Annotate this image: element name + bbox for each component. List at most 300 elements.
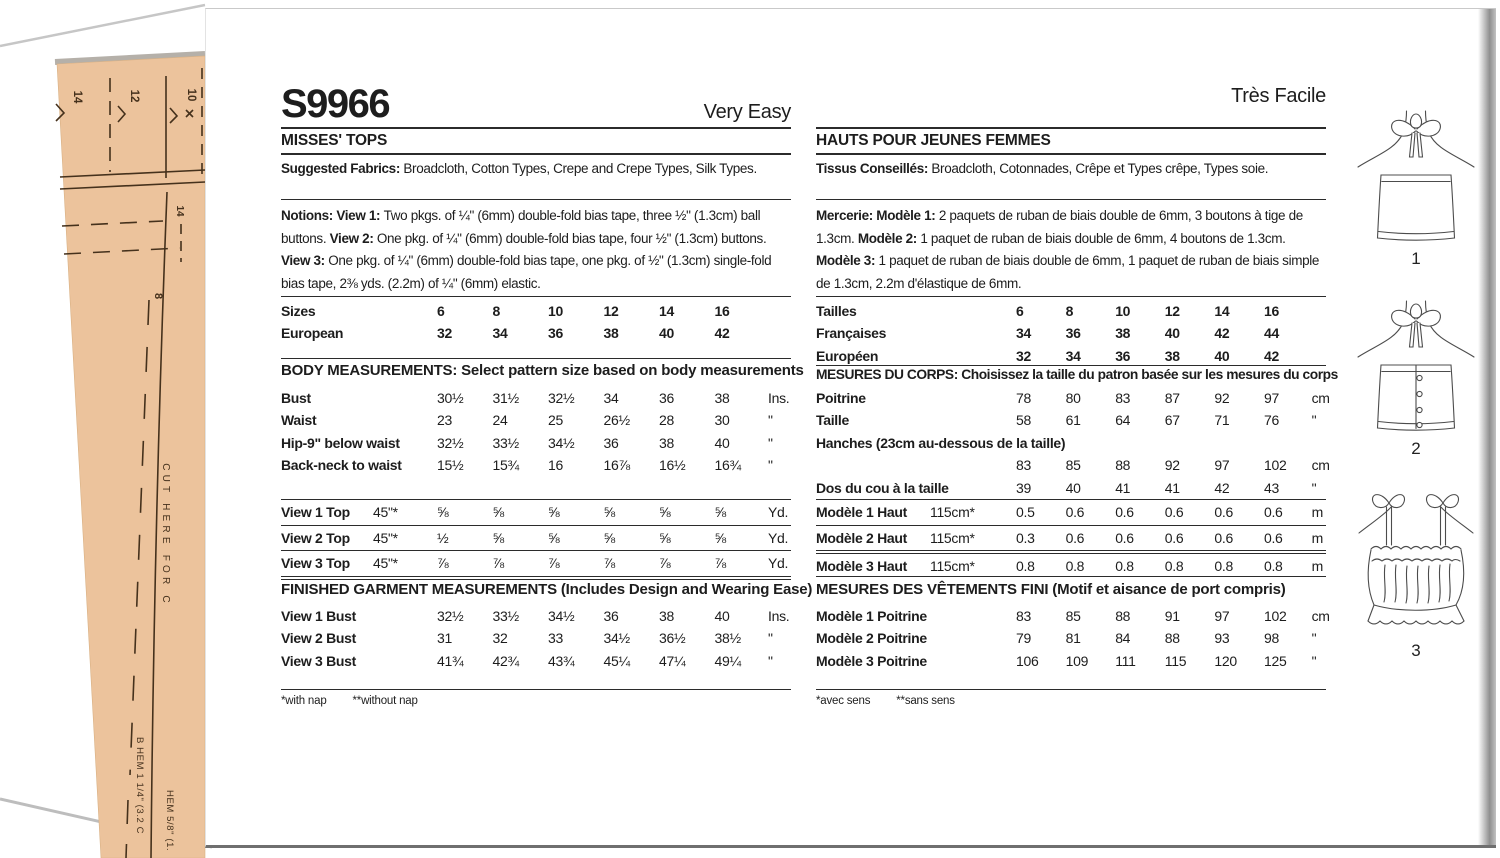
row-label: Modèle 3 Haut 115cm* [816,554,1012,580]
cell-value: 85 [1065,457,1081,474]
cell-value: 34 [1016,325,1031,342]
cell-value: ⅝ [659,504,671,520]
cell-value: 30½ [437,390,464,406]
cell-unit: " [768,434,773,451]
cell-value: 36½ [659,630,686,647]
cell-value: 26½ [603,412,630,429]
table-row [281,300,791,322]
finished-measurements-table-french [816,605,1330,672]
cell-value: 14 [1214,303,1230,319]
cell-value: 36 [659,390,674,406]
cell-value: ⅝ [437,504,449,520]
divider [816,153,1326,155]
cell-value: 67 [1164,412,1180,429]
cell-value: 88 [1115,608,1131,624]
cell-value: 83 [1016,608,1031,624]
cell-value: ⅝ [548,529,560,546]
cell-value: 58 [1016,412,1031,429]
table-row [281,499,791,525]
table-row [281,322,791,344]
cell-value: 88 [1115,457,1131,474]
suggested-fabrics-english [281,159,791,179]
cell-value: 115 [1164,652,1187,669]
cell-value: 81 [1065,630,1081,647]
table-row [816,477,1326,499]
cell-unit: Ins. [768,390,790,406]
table-row [281,454,791,476]
cell-value: 36 [1065,325,1081,342]
cell-value: ⅞ [548,555,560,571]
cell-value: 0.6 [1214,504,1233,520]
paragraph-label: View 2: [329,230,377,246]
cell-value: 36 [603,608,619,624]
cell-unit: m [1311,504,1323,520]
footnote-english [281,689,791,707]
cell-unit: " [1311,479,1317,496]
cell-unit: m [1311,558,1323,574]
envelope-back [205,8,1496,848]
cell-value: 0.6 [1263,504,1283,520]
cell-value: 106 [1016,652,1039,669]
cell-value: 34 [1065,347,1081,364]
cell-value: ⅝ [714,529,726,546]
cell-value: 23 [437,412,452,429]
cell-value: ⅝ [548,504,560,520]
cell-value: 32½ [548,390,575,406]
cell-value: 32 [437,325,452,342]
row-label: Waist [281,412,317,429]
cell-value: 83 [1115,390,1131,406]
cell-unit: m [1311,529,1323,546]
footnote-with-nap: *with nap [281,695,327,707]
paragraph-label: Modèle 2: [857,230,921,246]
cell-value: 16½ [659,457,686,474]
fabric-width: 115cm* [930,529,975,546]
cell-value: 39 [1016,479,1031,496]
cell-unit: " [768,630,773,647]
cell-value: 40 [1214,347,1230,364]
divider [281,199,791,200]
row-label: Taille [816,412,849,429]
row-label: Françaises [816,325,887,342]
cell-value: 0.8 [1214,558,1233,574]
cell-value: 36 [1115,347,1131,364]
cell-value: 0.8 [1115,558,1134,574]
cell-value: 42¾ [492,652,519,669]
divider [281,358,791,359]
table-row [816,650,1326,672]
fabric-width: 115cm* [930,558,975,574]
cell-value: 97 [1263,390,1279,406]
pattern-code: S9966 [281,82,390,126]
cell-value: 38 [1115,325,1131,342]
cell-value: 0.6 [1065,504,1085,520]
body-measurements-heading-french: MESURES DU CORPS: Choisissez la taille du patron basée sur les mesures du corps [816,367,1338,382]
cell-value: 38 [714,390,730,406]
footnote-without-nap: **without nap [352,695,418,707]
row-label: View 2 Bust [281,630,357,647]
paragraph-label: Tissus Conseillés: [816,161,932,176]
cell-value: 6 [437,303,445,319]
cell-value: 0.8 [1016,558,1035,574]
cell-value: 93 [1214,630,1230,647]
row-label: Tailles [816,303,857,319]
cell-value: 64 [1115,412,1131,429]
size-table-english [281,300,791,345]
cell-value: 88 [1164,630,1180,647]
cell-unit: " [1311,652,1317,669]
back-sheet-top-edge [0,5,205,46]
cell-value: 38½ [714,630,741,647]
cell-unit: Yd. [768,529,789,546]
difficulty-label-english: Very Easy [703,101,791,123]
table-row [816,525,1326,551]
cell-value: 85 [1065,608,1081,624]
row-label: Modèle 1 Poitrine [816,608,927,624]
cell-value: 16 [714,303,730,319]
cell-unit [1310,300,1326,323]
table-row [816,550,1326,576]
cell-value: ⅝ [659,529,671,546]
cell-value: 40 [1065,479,1081,496]
view-number-1: 1 [1411,249,1421,268]
fabric-width: 45"* [373,529,398,546]
divider [816,365,1326,366]
divider [281,153,791,155]
cell-value: 71 [1214,412,1230,429]
cell-unit: cm [1311,390,1330,406]
row-label: Sizes [281,303,316,319]
column-french [816,9,1338,845]
cell-value: 12 [603,303,619,319]
cell-value: 0.6 [1164,529,1184,546]
view-number-2: 2 [1411,439,1421,458]
finished-measurements-heading-english: FINISHED GARMENT MEASUREMENTS (Includes Design and Wearing Ease) [281,581,813,598]
cell-value: 15¾ [492,457,519,474]
category-title-english: MISSES' TOPS [281,132,388,149]
cell-value: 0.6 [1214,529,1233,546]
cut-here-label: CUT HERE FOR C [160,463,171,607]
table-row [281,387,791,409]
paragraph-text: One pkg. of ¼" (6mm) double-fold bias tape, one pkg. of ½" (1.3cm) single-fold bias tape, 2⅜ yds. (2.2m) of ¼" (6mm) elastic. [281,253,772,291]
cell-value: 34½ [548,434,575,451]
cell-unit: Yd. [768,555,789,571]
difficulty-label-french: Très Facile [1231,85,1326,107]
cell-value: 32½ [437,608,464,624]
table-row [281,525,791,551]
view-3-illustration [1353,475,1479,637]
view-1-illustration [1353,95,1479,245]
cell-value: 42 [1214,325,1230,342]
tissue-size-label: 8 [152,292,164,300]
cell-value: 33 [548,630,563,647]
tissue-size-label: 12 [128,89,140,103]
tissue-size-label: 14 [71,90,83,104]
cell-value: 40 [1164,325,1180,342]
row-label [816,454,1012,477]
cell-value: 61 [1065,412,1081,429]
notions-french [816,205,1326,295]
cell-value: 83 [1016,457,1031,474]
cell-value: 41¾ [437,652,464,669]
cell-value: ½ [437,529,449,546]
fabric-width: 45"* [373,504,398,520]
body-measurements-heading-english: BODY MEASUREMENTS: Select pattern size based on body measurements [281,362,804,379]
cell-value: ⅞ [659,555,671,571]
paragraph-label: View 3: [281,253,329,268]
paragraph-text: Two pkgs. of ¼" (6mm) double-fold bias tape, three ½" (1.3cm) ball buttons. [281,208,761,246]
cell-value: 97 [1214,608,1230,624]
cell-unit: " [768,457,773,474]
row-label: Back-neck to waist [281,457,402,474]
cell-value: 0.6 [1164,504,1184,520]
paragraph-label: Modèle 3: [816,253,879,268]
cell-value: 28 [659,412,674,429]
table-row [281,605,791,627]
tissue-size-label: 14 [174,205,185,217]
paragraph-text: 1 paquet de ruban de biais double de 6mm, 4 boutons de 1.3cm. [920,230,1286,246]
row-label-spanning: Hanches (23cm au-dessous de la taille) [816,434,1066,451]
header-row-english [281,82,791,126]
cell-value: 125 [1263,652,1287,669]
cell-unit: Yd. [768,504,789,520]
cell-value: 40 [659,325,674,342]
paragraph-text: Broadcloth, Cotonnades, Crêpe et Types crêpe, Types soie. [931,161,1269,176]
cell-unit: " [768,412,773,429]
divider [281,127,791,129]
cell-value: 10 [1115,303,1131,319]
cell-value: 109 [1065,652,1089,669]
category-title-french: HAUTS POUR JEUNES FEMMES [816,132,1051,149]
paragraph-label: Modèle 1: [876,208,939,223]
fabric-width: 115cm* [930,504,975,520]
cell-value: 0.8 [1065,558,1085,574]
cell-value: 33½ [492,608,519,624]
cell-value: 102 [1263,608,1287,624]
view-3-block [1353,475,1479,661]
cell-value: 16 [1263,303,1279,319]
cell-value: 10 [548,303,563,319]
cell-value: 16⅞ [603,457,630,474]
cell-value: 0.5 [1016,504,1035,520]
row-label: View 3 Bust [281,652,357,669]
row-label: View 1 Top 45"* [281,500,433,526]
cell-value: 92 [1214,390,1230,406]
cell-value: 34 [603,390,619,406]
table-row [816,499,1326,525]
hem-label: HEM 5/8" (1. [164,790,175,852]
cell-value: 98 [1263,630,1279,647]
table-row [816,432,1326,454]
cell-value: 0.6 [1065,529,1085,546]
paragraph-text: 1 paquet de ruban de biais double de 6mm, 1 paquet de ruban de biais simple de 1.3cm, 2.2m d'élastique de 6mm. [816,253,1320,291]
divider [816,199,1326,200]
cell-value: 16 [548,457,563,474]
garment-illustrations [1353,95,1479,677]
paragraph-label: Suggested Fabrics: [281,161,404,176]
footnote-french [816,689,1326,707]
row-label: Hip-9" below waist [281,434,400,451]
view-1-block [1353,95,1479,269]
footnote-avec-sens: *avec sens [816,695,871,707]
cell-value: ⅝ [603,529,615,546]
paragraph-text: One pkg. of ¼" (6mm) double-fold bias tape, four ½" (1.3cm) buttons. [376,230,767,246]
cell-unit: " [1311,630,1317,647]
row-label: Bust [281,390,311,406]
cell-unit: Ins. [768,608,790,624]
paragraph-label: View 1: [336,208,384,223]
cell-value: 42 [1263,347,1279,364]
hem-b-label: B HEM 1 1/4" (3.2 C [134,737,145,835]
cell-value: 38 [603,325,619,342]
cell-value: 34½ [548,608,575,624]
cell-value: 41 [1164,479,1180,496]
finished-measurements-heading-french: MESURES DES VÊTEMENTS FINI (Motif et aisance de port compris) [816,581,1286,598]
cell-value: 42 [1214,479,1230,496]
footnote-sans-sens: **sans sens [896,695,955,707]
finished-measurements-table-english [281,605,791,672]
view-2-illustration [1353,285,1479,435]
cell-value: 78 [1016,390,1031,406]
cell-value: 40 [714,608,730,624]
table-row [816,345,1326,367]
cell-value: ⅞ [603,555,615,571]
cell-value: 36 [548,325,563,342]
table-row [816,627,1326,649]
table-row [816,409,1326,431]
row-label: Poitrine [816,390,866,406]
yardage-table-french [816,499,1326,577]
row-label: Modèle 3 Poitrine [816,652,927,669]
cell-value: 42 [714,325,730,342]
cell-value: 24 [492,412,508,429]
row-label: Modèle 1 Haut 115cm* [816,500,1012,526]
cell-value: 6 [1016,303,1024,319]
paragraph-text: 2 paquets de ruban de biais double de 6mm, 3 boutons à tige de 1.3cm. [816,208,1303,246]
cell-value: 92 [1164,457,1180,474]
view-2-block [1353,285,1479,459]
cell-value: ⅞ [714,555,726,571]
table-row [816,387,1330,409]
column-english [281,9,813,845]
table-row [281,627,791,649]
cell-unit: " [768,652,773,669]
cell-value: 45¼ [603,652,630,669]
header-row-french [816,85,1326,107]
row-label: Modèle 2 Poitrine [816,630,927,647]
cell-value: ⅝ [492,529,504,546]
envelope-right-edge-shadow [1478,9,1496,845]
row-label: View 2 Top 45"* [281,526,433,552]
cell-value: ⅝ [492,504,504,520]
cell-unit [766,300,791,323]
body-measurements-table-french [816,387,1330,499]
cell-value: 0.8 [1164,558,1184,574]
cell-value: 0.6 [1115,529,1134,546]
row-label: Dos du cou à la taille [816,479,949,496]
cell-value: 0.3 [1016,529,1035,546]
cell-value: 84 [1115,630,1131,647]
table-row [816,605,1330,627]
cell-value: 15½ [437,457,464,474]
tissue-size-label: 10 [185,88,197,102]
fabric-width: 45"* [373,555,398,571]
cell-unit [1310,322,1326,345]
table-row [281,409,791,431]
cell-unit: cm [1311,608,1330,624]
cell-value: 47¼ [659,652,686,669]
notions-english [281,205,791,295]
cell-value: 38 [1164,347,1180,364]
row-label: Européen [816,347,879,364]
cell-value: ⅞ [437,555,449,571]
divider [281,296,791,297]
cell-value: 38 [659,434,674,451]
cell-value: 41 [1115,479,1131,496]
cell-value: 44 [1263,325,1279,342]
cell-value: 31 [437,630,452,647]
cell-value: 79 [1016,630,1031,647]
cell-value: 0.6 [1263,529,1283,546]
cell-value: 34 [492,325,508,342]
table-row [281,432,791,454]
table-row [281,650,791,672]
cell-value: 80 [1065,390,1081,406]
cell-value: 31½ [492,390,519,406]
cell-value: 120 [1214,652,1237,669]
cell-value: 16¾ [714,457,741,474]
cell-value: 43 [1263,479,1279,496]
cell-value: 76 [1263,412,1279,429]
divider [816,127,1326,129]
table-row [816,322,1326,344]
cell-unit [766,322,791,345]
cell-value: ⅞ [492,555,504,571]
cell-value: 32 [492,630,508,647]
cell-unit: cm [1311,457,1330,474]
cell-value: 49¼ [714,652,741,669]
cell-value: 0.6 [1115,504,1134,520]
cell-value: 36 [603,434,619,451]
size-table-french [816,300,1326,367]
body-measurements-table-english [281,387,791,477]
divider [816,296,1326,297]
cell-value: ⅝ [603,504,615,520]
cell-value: 12 [1164,303,1180,319]
view-number-3: 3 [1411,641,1421,660]
cell-value: 32 [1016,347,1031,364]
cell-value: 30 [714,412,730,429]
cell-value: 14 [659,303,674,319]
table-row [816,300,1326,322]
cell-value: 33½ [492,434,519,451]
table-row [816,454,1330,476]
cell-value: 102 [1263,457,1287,474]
paragraph-label: Mercerie: [816,208,877,223]
cell-value: 111 [1115,652,1136,669]
paragraph-text: Broadcloth, Cotton Types, Crepe and Crepe Types, Silk Types. [403,161,757,176]
table-row [281,550,791,576]
cell-unit: " [1311,412,1317,429]
cell-value: 8 [492,303,500,319]
cell-value: ⅝ [714,504,726,520]
row-label: View 1 Bust [281,608,357,624]
cell-value: 91 [1164,608,1180,624]
cell-value: 34½ [603,630,630,647]
suggested-fabrics-french [816,159,1326,179]
cell-value: 25 [548,412,563,429]
cell-value: 97 [1214,457,1230,474]
